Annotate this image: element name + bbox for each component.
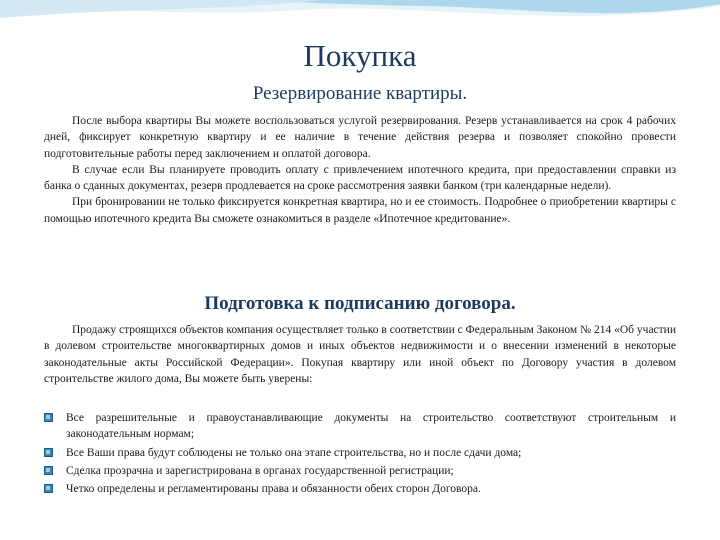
paragraph: При бронировании не только фиксируется конкретная квартира, но и ее стоимость. Подробнее о приобретении квартиры с помощью ипотечного кредита Вы сможете ознакомиться в разделе «Ипотечное кредитование». <box>44 196 676 225</box>
list-item-text: Все разрешительные и правоустанавливающие документы на строительство соответствуют строительным и законодательным нормам; <box>66 412 676 441</box>
list-item <box>44 481 676 497</box>
guarantee-list <box>44 410 676 499</box>
square-bullet-icon <box>44 484 53 493</box>
paragraph: В случае если Вы планируете проводить оплату с привлечением ипотечного кредита, при предоставлении справки из банка о сданных документах, резерв продлевается на сроке рассмотрения заявки банком (три календарные недели). <box>44 163 676 193</box>
contract-text <box>44 322 676 387</box>
list-item-text: Все Ваши права будут соблюдены не только она этапе строительства, но и после сдачи дома; <box>66 446 522 459</box>
slide-subtitle: Резервирование квартиры. <box>252 83 468 104</box>
square-bullet-icon <box>44 448 53 457</box>
paragraph: Продажу строящихся объектов компания осуществляет только в соответствии с Федеральным Законом № 214 «Об участии в долевом строительстве многоквартирных домов и иных объектов недвижимости и о внесении изменений в некоторые законодательные акты Российской Федерации». Покупая квартиру или иной объект по Договору участия в долевом строительстве жилого дома, Вы можете быть уверены: <box>44 324 676 385</box>
square-bullet-icon <box>44 413 53 422</box>
list-item <box>44 410 676 443</box>
list-item <box>44 445 676 461</box>
list-item-text: Сделка прозрачна и зарегистрирована в органах государственной регистрации; <box>66 464 454 477</box>
paragraph: После выбора квартиры Вы можете воспользоваться услугой резервирования. Резерв устанавливается на срок 4 рабочих дней, фиксирует конкретную квартиру и ее наличие в течение действия резерва и позволяет спокойно провести подготовительные работы перед заключением и оплатой договора. <box>44 115 676 160</box>
slide-title: Покупка <box>303 38 417 73</box>
list-item <box>44 463 676 479</box>
reservation-text <box>44 113 676 227</box>
list-item-text: Четко определены и регламентированы права и обязанности обеих сторон Договора. <box>66 483 481 496</box>
square-bullet-icon <box>44 466 53 475</box>
section-heading: Подготовка к подписанию договора. <box>204 293 516 314</box>
